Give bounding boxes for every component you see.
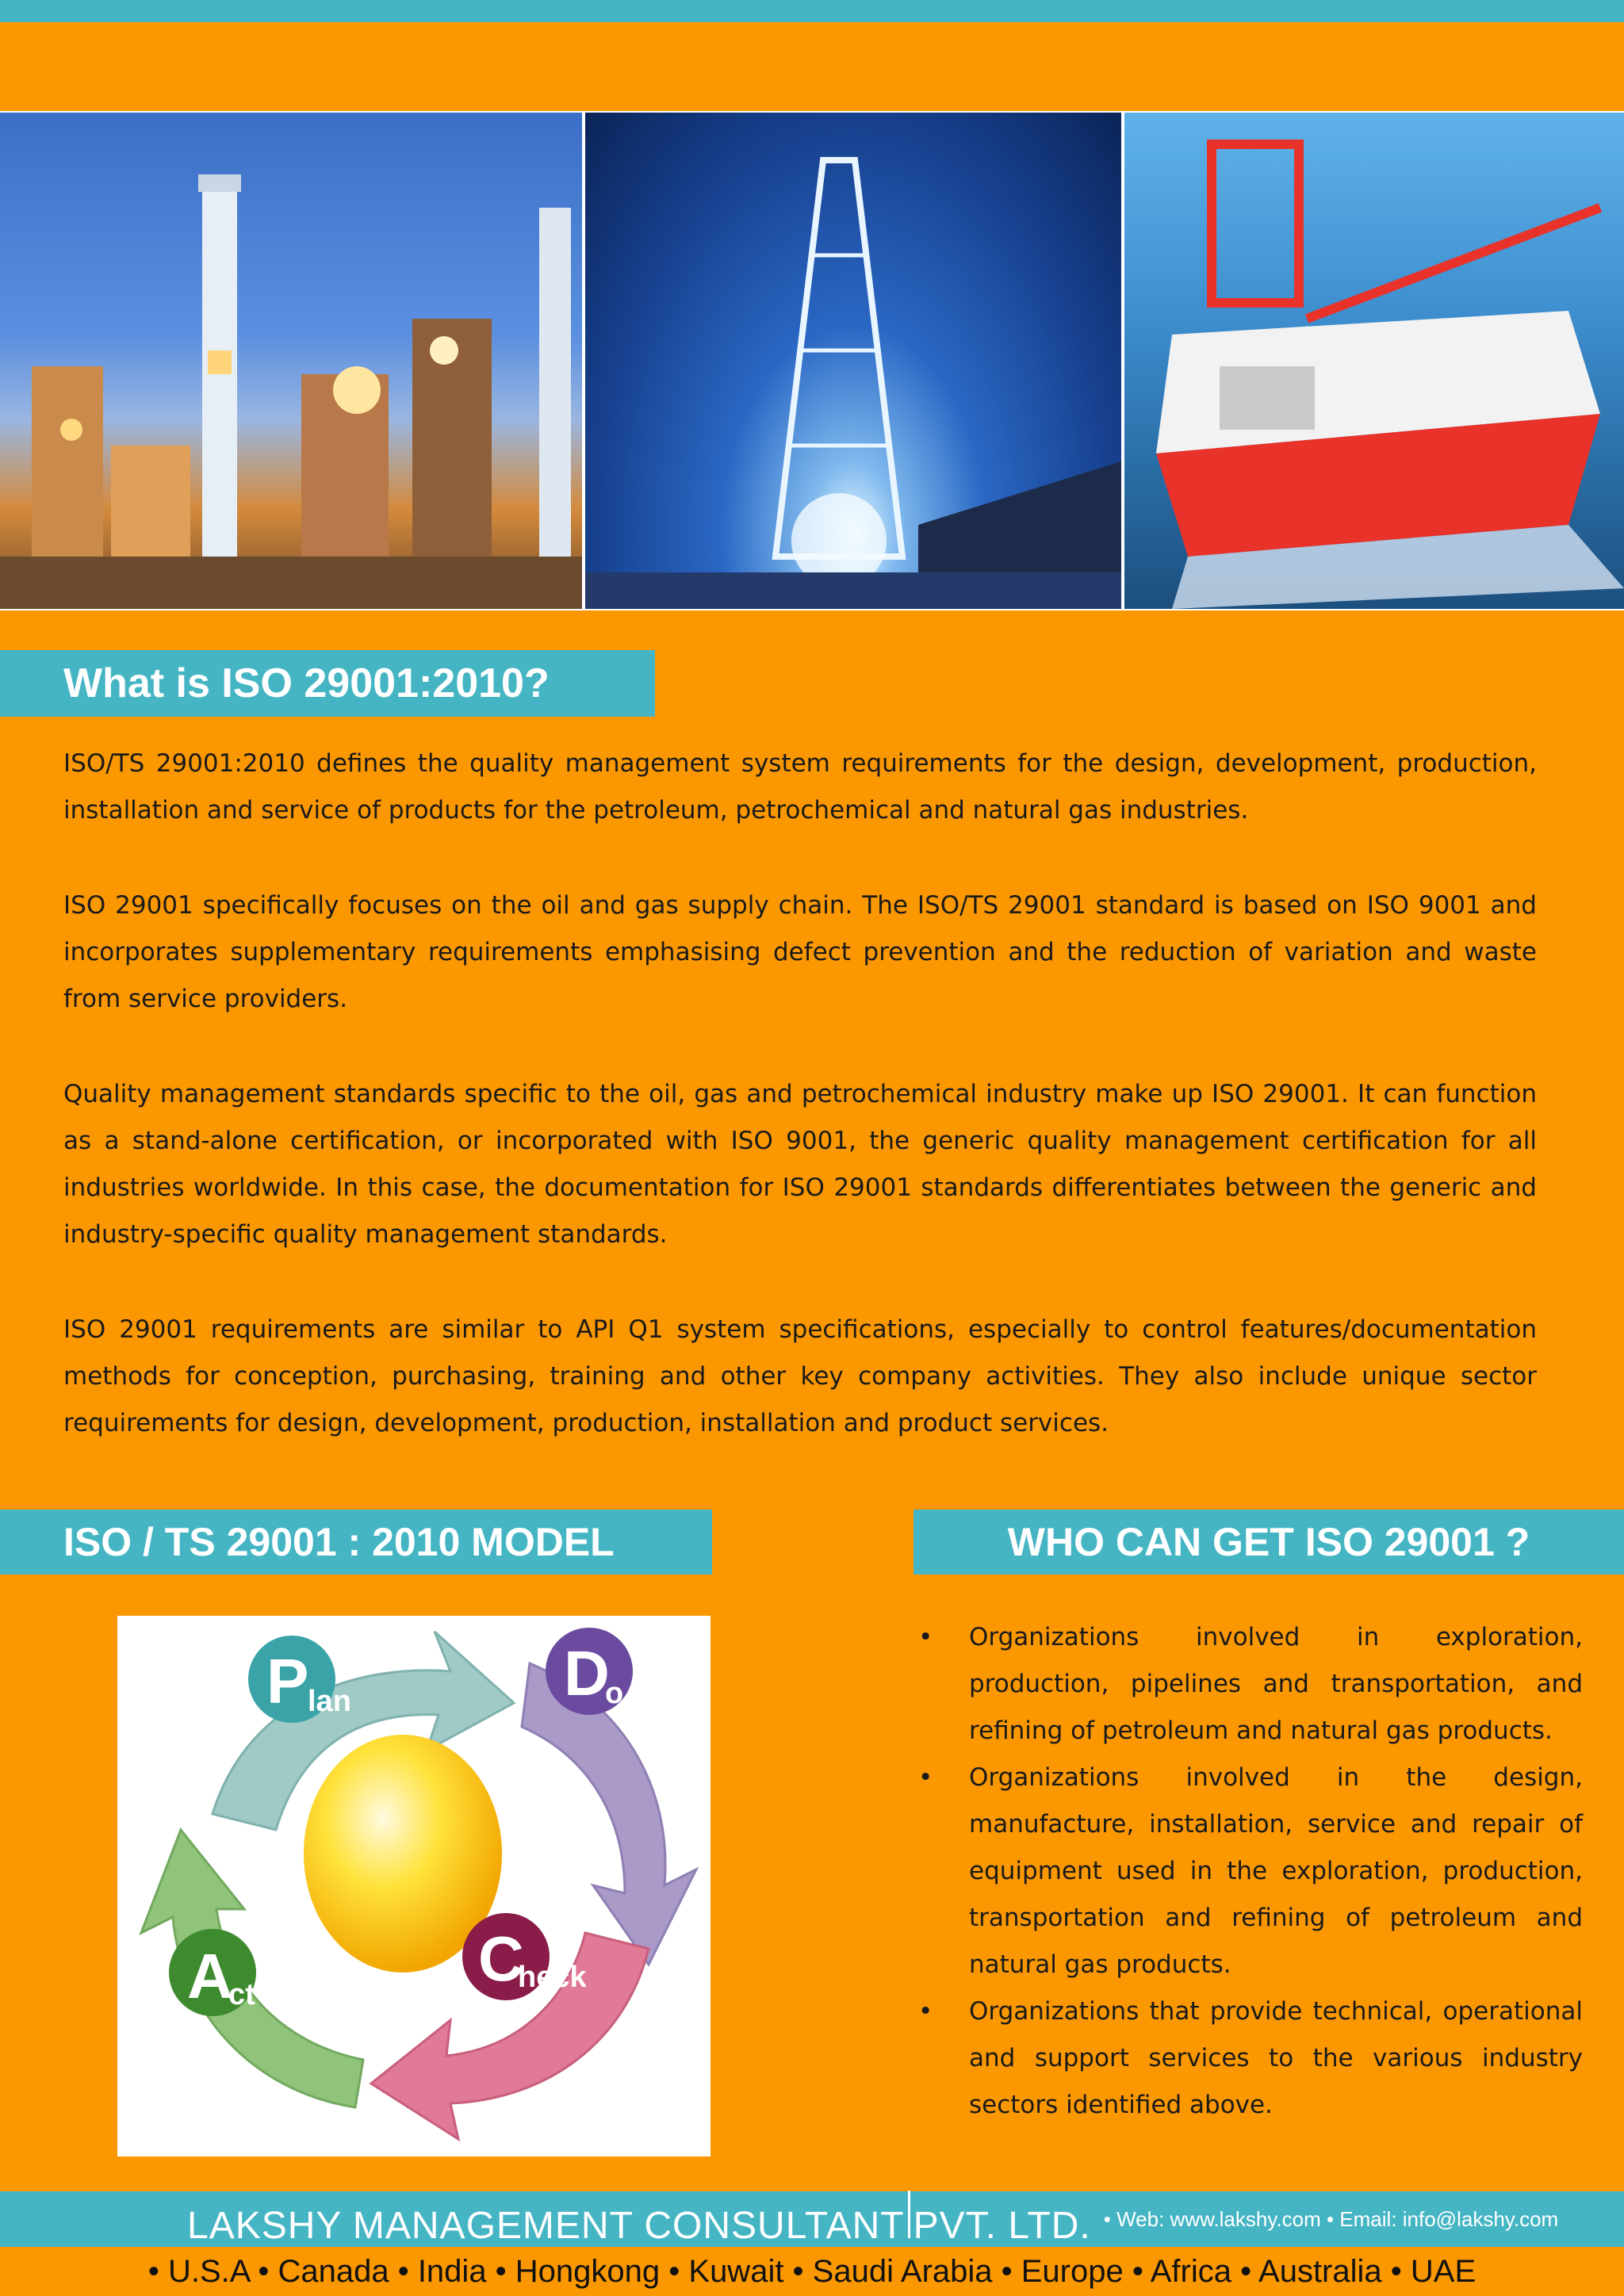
pdca-check-rest: heck bbox=[518, 1961, 587, 1994]
model-title: ISO / TS 29001 : 2010 MODEL bbox=[0, 1510, 712, 1575]
top-stripe bbox=[0, 0, 1624, 22]
pdca-do-rest: o bbox=[605, 1677, 624, 1710]
pdca-diagram bbox=[117, 1616, 710, 2156]
separator bbox=[908, 2191, 910, 2238]
list-item: • Organizations that provide technical, operational and support services to the various industry sectors identified above. bbox=[914, 1988, 1583, 2129]
pdca-do-initial: D bbox=[564, 1638, 610, 1709]
what-is-iso-title: What is ISO 29001:2010? bbox=[0, 650, 655, 717]
hero-photos bbox=[0, 111, 1624, 610]
countries-list: • U.S.A • Canada • India • Hongkong • Kuwait • Saudi Arabia • Europe • Africa • Australia • UAE bbox=[147, 2253, 1477, 2289]
offshore-platform-photo bbox=[1124, 113, 1624, 609]
footer-bar bbox=[0, 2191, 1624, 2247]
pdca-plan-initial: P bbox=[266, 1646, 309, 1716]
pdca-plan-rest: lan bbox=[308, 1685, 351, 1718]
bullet: • bbox=[918, 1623, 933, 1651]
pdca-check-initial: C bbox=[478, 1923, 524, 1994]
company-name: LAKSHY MANAGEMENT CONSULTANT PVT. LTD. bbox=[187, 2191, 1091, 2248]
contact-info: • Web: www.lakshy.com • Email: info@lakshy.com bbox=[1103, 2206, 1559, 2231]
intro-paragraph: ISO/TS 29001:2010 defines the quality management system requirements for the design, development, production, installation and service of products for the petroleum, petrochemical and natural gas industries. bbox=[63, 749, 1537, 825]
refinery-photo bbox=[0, 113, 582, 609]
top-band bbox=[0, 22, 1624, 111]
intro-paragraph: ISO 29001 specifically focuses on the oil and gas supply chain. The ISO/TS 29001 standard is based on ISO 9001 and incorporates supplementary requirements emphasising defect prevention and the reduction of variation and waste from service providers. bbox=[63, 891, 1537, 1013]
intro-paragraph: ISO 29001 requirements are similar to API Q1 system specifications, especially to control features/documentation methods for conception, purchasing, training and other key company activities. They also include unique sector requirements for design, development, production, installation and product services. bbox=[63, 1315, 1537, 1437]
list-item: • Organizations involved in exploration, production, pipelines and transportation, and refining of petroleum and natural gas products. bbox=[914, 1614, 1583, 1755]
intro-paragraph: Quality management standards specific to the oil, gas and petrochemical industry make up ISO 29001. It can function as a stand-alone certification, or incorporated with ISO 9001, the generic quality management certification for all industries worldwide. In this case, the documentation for ISO 29001 standards differentiates between the generic and industry-specific quality management standards. bbox=[63, 1080, 1537, 1249]
who-can-get-list bbox=[914, 1614, 1583, 2129]
pdca-act-rest: ct bbox=[228, 1978, 255, 2011]
pdca-act-initial: A bbox=[187, 1941, 233, 2011]
bullet: • bbox=[918, 1763, 933, 1792]
bullet: • bbox=[918, 1997, 933, 2026]
intro-text bbox=[63, 740, 1537, 1495]
drilling-rig-photo bbox=[585, 113, 1121, 609]
who-can-get-title: WHO CAN GET ISO 29001 ? bbox=[914, 1510, 1624, 1575]
list-item: • Organizations involved in the design, manufacture, installation, service and repair of equipment used in the exploration, production, transportation and refining of petroleum and natural gas products. bbox=[914, 1755, 1583, 1988]
